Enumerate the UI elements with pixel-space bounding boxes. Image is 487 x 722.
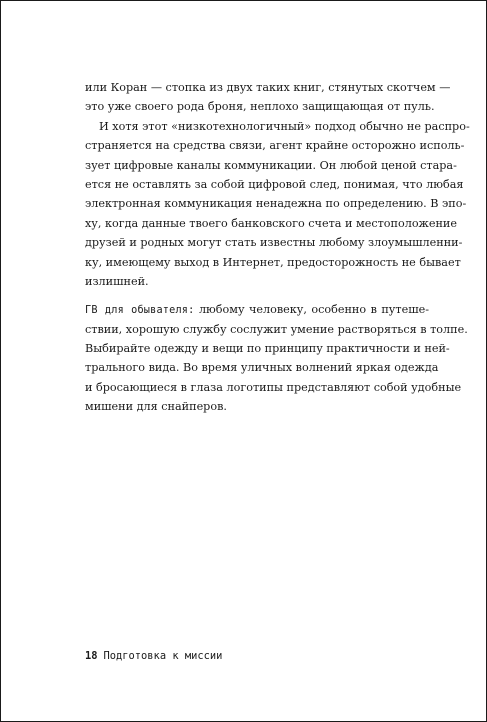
text-line: излишней. xyxy=(85,274,149,288)
text-line: ку, имеющему выход в Интернет, предосторожность не бывает xyxy=(85,255,461,269)
page-footer xyxy=(85,650,222,662)
text-line: это уже своего рода броня, неплохо защищающая от пуль. xyxy=(85,100,435,114)
paragraph-3 xyxy=(85,300,468,416)
text-line: или Коран — стопка из двух таких книг, стянутых скотчем — xyxy=(85,81,451,94)
text-line-lead xyxy=(85,300,429,319)
text-line: трального вида. Во время уличных волнений яркая одежда xyxy=(85,361,439,375)
text-line: зует цифровые каналы коммуникации. Он любой ценой стара- xyxy=(85,158,457,172)
lead-label: ГВ для обывателя: xyxy=(85,305,195,317)
text-line: И хотя этот «низкотехнологичный» подход обычно не распро- xyxy=(99,119,470,133)
text-line: и бросающиеся в глаза логотипы представляют собой удобные xyxy=(85,380,462,394)
lead-line-rest: любому человеку, особенно в путеше- xyxy=(198,303,429,317)
paragraph-spacer xyxy=(85,291,429,300)
text-line: электронная коммуникация ненадежна по определению. В эпо- xyxy=(85,197,467,211)
text-line: мишени для снайперов. xyxy=(85,400,227,414)
text-line: ствии, хорошую службу сослужит умение растворяться в толпе. xyxy=(85,322,468,336)
text-line: друзей и родных могут стать известны любому злоумышленни- xyxy=(85,236,463,250)
page-number: 18 xyxy=(85,650,98,662)
text-line: ется не оставлять за собой цифровой след, понимая, что любая xyxy=(85,177,464,191)
text-line: ху, когда данные твоего банковского счета и местоположение xyxy=(85,216,457,230)
text-line: Выбирайте одежду и вещи по принципу практичности и ней- xyxy=(85,342,450,356)
body-text xyxy=(85,78,470,417)
paragraph-1 xyxy=(85,78,451,117)
paragraph-2 xyxy=(85,117,470,292)
text-line: страняется на средства связи, агент крайне осторожно исполь- xyxy=(85,139,465,153)
section-title: Подготовка к миссии xyxy=(103,650,223,662)
